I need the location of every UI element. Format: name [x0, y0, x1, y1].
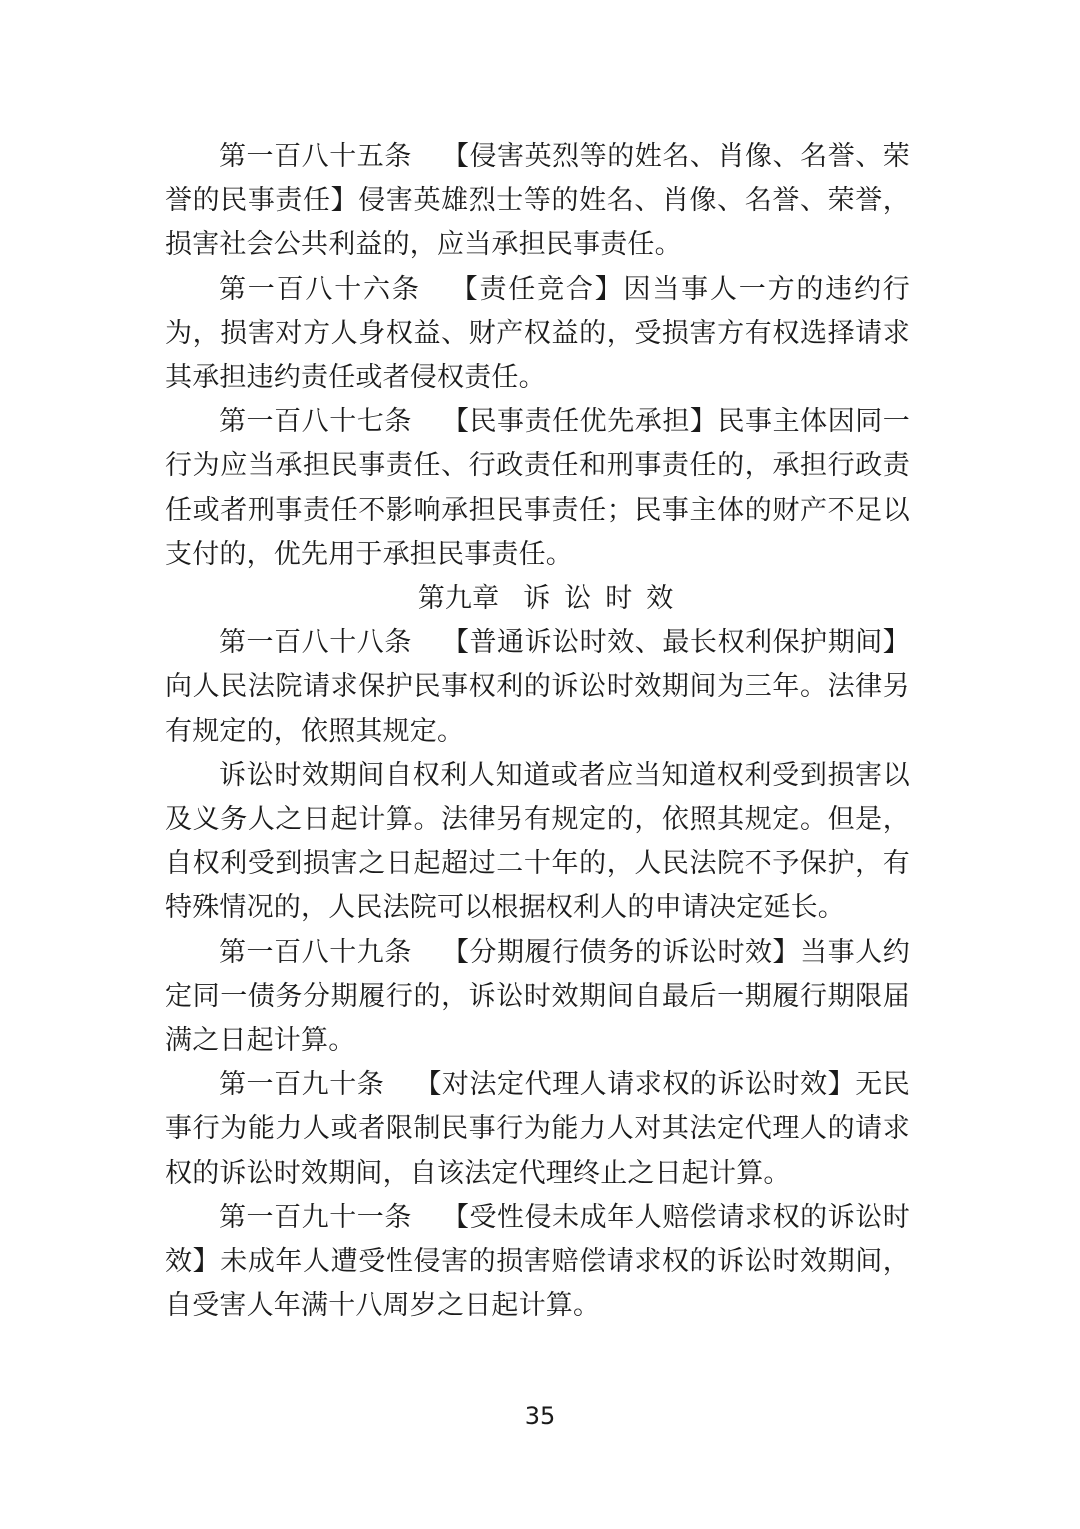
- article-number: 第一百八十九条: [219, 936, 412, 968]
- article-body: 侵害英雄烈士等的姓名、肖像、名誉、荣誉，损害社会公共利益的，应当承担民事责任。: [165, 185, 911, 261]
- article-title: 【民事责任优先承担】: [441, 406, 718, 438]
- article-body: 因当事人一方的违约行为，损害对方人身权益、财产权益的，受损害方有权选择请求其承担违约责任或者侵权责任。: [165, 273, 911, 394]
- chapter-heading: [165, 577, 910, 621]
- article-191: [165, 1196, 910, 1329]
- article-body: 无民事行为能力人或者限制民事行为能力人对其法定代理人的请求权的诉讼时效期间，自该法定代理终止之日起计算。: [165, 1069, 911, 1189]
- article-body: 未成年人遭受性侵害的损害赔偿请求权的诉讼时效期间，自受害人年满十八周岁之日起计算。: [165, 1246, 910, 1322]
- article-190: [165, 1063, 910, 1196]
- article-title: 【受性侵未成年人赔偿请求权的诉讼时效】: [165, 1201, 911, 1278]
- article-title: 【分期履行债务的诉讼时效】: [441, 936, 801, 968]
- page-content: [165, 135, 910, 1328]
- article-number: 第一百八十八条: [219, 627, 412, 659]
- article-188: [165, 621, 910, 754]
- page-number: 35: [524, 1402, 556, 1430]
- article-number: 第一百八十六条: [219, 273, 421, 305]
- chapter-number: 第九章: [417, 583, 500, 615]
- article-188-paragraph-2: 诉讼时效期间自权利人知道或者应当知道权利受到损害以及义务人之日起计算。法律另有规定的，依照其规定。但是，自权利受到损害之日起超过二十年的，人民法院不予保护，有特殊情况的，人民法院可以根据权利人的申请决定延长。: [165, 759, 910, 924]
- article-title: 【侵害英烈等的姓名、肖像、名誉、荣誉的民事责任】: [165, 141, 911, 217]
- article-187: [165, 400, 910, 577]
- article-185: [165, 135, 910, 268]
- article-title: 【对法定代理人请求权的诉讼时效】: [414, 1069, 856, 1101]
- article-body: 民事主体因同一行为应当承担民事责任、行政责任和刑事责任的，承担行政责任或者刑事责任不影响承担民事责任；民事主体的财产不足以支付的，优先用于承担民事责任。: [165, 406, 911, 570]
- article-number: 第一百八十七条: [219, 406, 412, 438]
- chapter-title: 诉讼时效: [523, 583, 688, 615]
- article-body: 向人民法院请求保护民事权利的诉讼时效期间为三年。法律另有规定的，依照其规定。: [165, 671, 910, 747]
- article-title: 【责任竞合】: [450, 273, 624, 305]
- article-number: 第一百八十五条: [219, 141, 412, 172]
- article-body: 当事人约定同一债务分期履行的，诉讼时效期间自最后一期履行期限届满之日起计算。: [165, 936, 910, 1057]
- article-186: [165, 268, 910, 401]
- article-title: 【普通诉讼时效、最长权利保护期间】: [441, 627, 911, 659]
- article-189: [165, 931, 910, 1064]
- article-number: 第一百九十条: [219, 1069, 385, 1101]
- article-number: 第一百九十一条: [219, 1201, 412, 1233]
